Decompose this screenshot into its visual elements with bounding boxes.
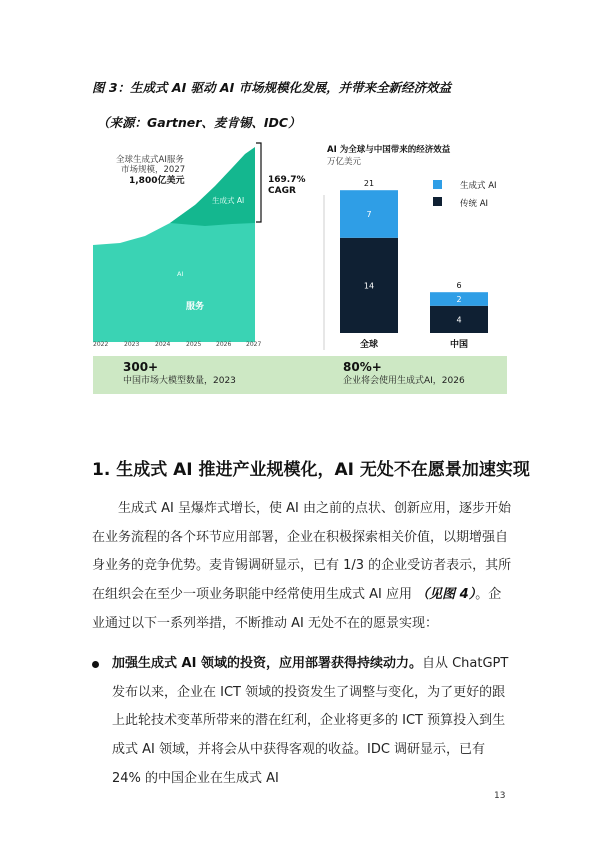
area-label-ai: AI [177,270,184,278]
legend-swatch-traditional [433,197,442,206]
stat-value: 80%+ [343,360,382,374]
cagr-bracket [256,143,261,222]
bar-value-genai: 2 [456,295,462,304]
stat-models [123,360,236,387]
bar-chart-title: AI 为全球与中国带来的经济效益 [327,145,451,155]
figure-source: （来源：Gartner、麦肯锡、IDC） [97,115,301,130]
stat-label: 企业将会使用生成式AI，2026 [343,376,465,386]
year-tick: 2027 [246,341,262,348]
year-tick: 2022 [93,341,109,348]
page-number: 13 [494,791,506,801]
bar-category-label: 中国 [449,340,469,350]
area-label-genai: 生成式 AI [212,196,245,205]
stat-label: 中国市场大模型数量，2023 [123,376,236,386]
bar-chart-unit: 万亿美元 [327,157,362,167]
area-x-axis [93,341,261,348]
cagr-label: CAGR [268,186,296,196]
bar-total-label: 21 [363,179,375,189]
bar-value-traditional: 14 [363,281,375,291]
figure-reference: （见图 4） [416,587,476,603]
area-chart [0,0,600,360]
legend-label-traditional: 传统 AI [460,199,489,209]
cagr-value: 169.7% [268,175,306,185]
stats-bar [93,356,507,394]
body-paragraph [92,495,512,639]
figure-title: 图 3：生成式 AI 驱动 AI 市场规模化发展，并带来全新经济效益 [92,80,452,95]
bar-value-genai: 7 [366,210,372,219]
section-heading: 1. 生成式 AI 推进产业规模化，AI 无处不在愿景加速实现 [92,460,530,480]
area-label-services: 服务 [186,302,205,312]
bullet-body: 自从 ChatGPT 发布以来，企业在 ICT 领域的投资发生了调整与变化，为了更好的跟上此轮技术变革所带来的潜在红利，企业将更多的 ICT 预算投入到生成式 AI 领域，并将会从中获得客观的收益。IDC 调研显示，已有 24% 的中国企业在生成式 AI [112,656,509,786]
legend-label-genai: 生成式 AI [460,181,497,191]
bar-value-traditional: 4 [456,315,462,325]
annotation-value: 1,800亿美元 [129,176,185,186]
bullet-icon [92,661,99,668]
annotation-line1: 全球生成式AI服务 [116,155,184,165]
year-tick: 2023 [124,341,140,348]
annotation-line2: 市场规模，2027 [121,165,186,175]
paragraph-text-end: 。企业通过以下一系列举措，不断推动 AI 无处不在的愿景实现： [92,587,502,631]
bullet-item [92,650,512,794]
bar-total-label: 6 [456,281,462,291]
legend-swatch-genai [433,180,442,189]
year-tick: 2025 [186,341,202,348]
year-tick: 2024 [155,341,171,348]
stat-adoption [343,360,465,387]
paragraph-text: 生成式 AI 呈爆炸式增长，使 AI 由之前的点状、创新应用，逐步开始在业务流程的各个环节应用部署，企业在积极探索相关价值，以期增强自身业务的竞争优势。麦肯锡调研显示，已有 1/3 的企业受访者表示，其所在组织会在至少一项业务职能中经常使用生成式 AI 应用 [92,501,512,603]
bullet-lead: 加强生成式 AI 领域的投资，应用部署获得持续动力。 [112,656,422,671]
bar-category-label: 全球 [359,340,379,350]
year-tick: 2026 [216,341,232,348]
stat-value: 300+ [123,360,159,374]
